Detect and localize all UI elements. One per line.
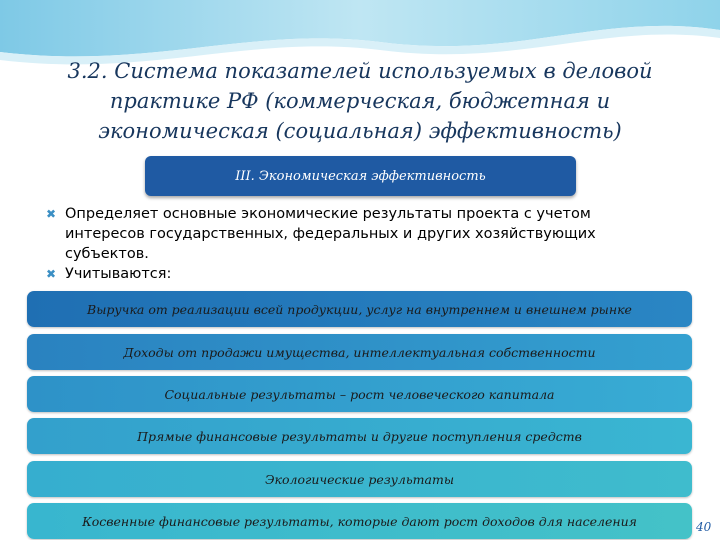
page-number: 40: [696, 520, 712, 534]
section-header-label: III. Экономическая эффективность: [235, 168, 486, 184]
bullet-text: Учитываются:: [65, 266, 172, 282]
result-bar: [27, 376, 692, 412]
result-bar: [27, 291, 692, 327]
bullet-item: [46, 264, 646, 284]
slide-title: [40, 56, 680, 146]
bullet-x-icon: ✖: [46, 267, 57, 281]
bullet-x-icon: ✖: [46, 207, 57, 221]
result-bar-label: Социальные результаты – рост человеческого капитала: [164, 386, 555, 402]
title-line-1: 3.2. Система показателей используемых в деловой: [67, 59, 653, 83]
bullet-text: Определяет основные экономические результаты проекта с учетом интересов государственных, федеральных и других хозяйствующих субъектов.: [65, 206, 596, 262]
result-bar: [27, 334, 692, 370]
result-bar-label: Косвенные финансовые результаты, которые дают рост доходов для населения: [82, 513, 637, 529]
result-bar: [27, 461, 692, 497]
title-line-2: практике РФ (коммерческая, бюджетная и: [109, 89, 611, 113]
result-bar-label: Выручка от реализации всей продукции, услуг на внутреннем и внешнем рынке: [87, 301, 632, 317]
title-line-3: экономическая (социальная) эффективность): [98, 119, 622, 143]
section-header-box: [145, 156, 576, 196]
result-bar-label: Доходы от продажи имущества, интеллектуальная собственности: [123, 344, 596, 360]
result-bar: [27, 503, 692, 539]
result-bar: [27, 418, 692, 454]
result-bar-label: Экологические результаты: [264, 471, 455, 487]
bullet-item: [46, 204, 646, 264]
result-bar-label: Прямые финансовые результаты и другие поступления средств: [137, 428, 582, 444]
bullet-list: [46, 204, 646, 284]
